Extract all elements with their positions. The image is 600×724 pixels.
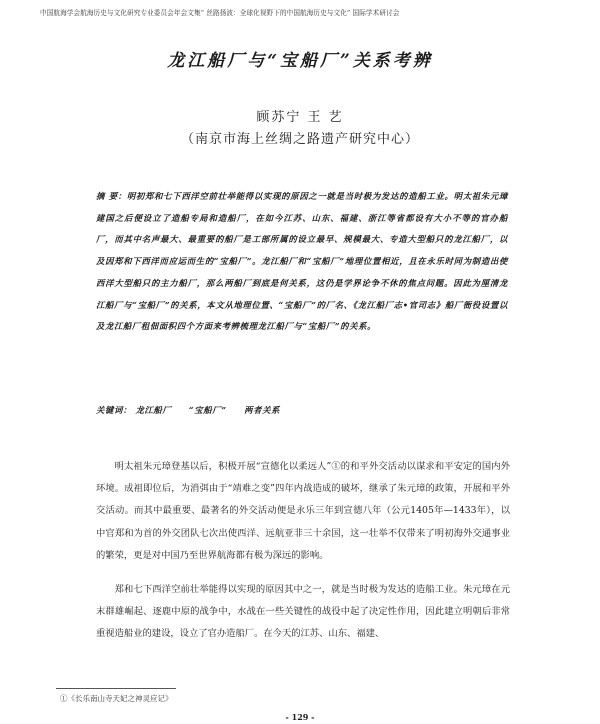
footnote-divider	[56, 688, 176, 689]
body-paragraph: 郑和七下西洋空前壮举能得以实现的原因其中之一，就是当时极为发达的造船工业。朱元璋在元末群雄崛起、逐鹿中原的战争中，水战在一些关键性的战役中起了决定性作用，因此建立明朝后非常重视造船业的建设，设立了官办造船厂。在今天的江苏、山东、福建、	[96, 584, 510, 640]
keyword: “宝船厂”	[188, 405, 227, 415]
keyword: 两者关系	[244, 405, 281, 415]
keywords-label: 关键词：	[96, 405, 132, 415]
abstract-text: 明初郑和七下西洋空前壮举能得以实现的原因之一就是当时极为发达的造船工业。明太祖朱元璋建国之后便设立了造船专局和造船厂，在如今江苏、山东、福建、浙江等省都设有大小不等的官办船厂，而其中名声最大、最重要的船厂是工部所属的设立最早、规模最大、专造大型船只的龙江船厂，以及因郑和下西洋而应运而生的“宝船厂”。龙江船厂和“宝船厂”地理位置相近，且在永乐时同为制造出使西洋大型船只的主力船厂，那么两船厂到底是何关系，这仍是学界论争不休的焦点问题。因此为厘清龙江船厂与“宝船厂”的关系，本文从地理位置、“宝船厂”的厂名、《龙江船厂志•官司志》船厂衙役设置以及龙江船厂租佃面积四个方面来考辨梳理龙江船厂与“宝船厂”的关系。	[96, 191, 508, 332]
page-number: - 129 -	[285, 712, 315, 722]
running-header: 中国航海学会航海历史与文化研究专业委员会年会文集“ 丝路扬波：全球化视野下的中国航海历史与文化” 国际学术研讨会	[40, 9, 400, 17]
paper-title: 龙江船厂与“宝船厂”关系考辨	[167, 51, 433, 71]
footnote: ①《长乐南山寺天妃之神灵应记》	[60, 694, 173, 703]
affiliation: （南京市海上丝绸之路遗产研究中心）	[180, 132, 419, 147]
body-paragraph: 明太祖朱元璋登基以后，积极开展“宣德化以柔远人”①的和平外交活动以谋求和平安定的国内外环境。成祖即位后，为消弭由于“靖难之变”四年内战造成的破坏，继承了朱元璋的政策，开展和平外交活动。而其中最重要、最著名的外交活动便是永乐三年到宣德八年（公元1405年—1433年），以中官郑和为首的外交团队七次出使西洋、远航亚非三十余国，这一壮举不仅带来了明初海外交通事业的繁荣，更是对中国乃至世界航海都有极为深远的影响。	[96, 461, 510, 561]
abstract	[96, 186, 508, 338]
keywords	[96, 404, 508, 416]
body-text	[96, 456, 510, 646]
keyword: 龙江船厂	[135, 405, 172, 415]
abstract-label: 摘 要：	[96, 191, 127, 201]
authors: 顾苏宁 王 艺	[256, 110, 344, 125]
